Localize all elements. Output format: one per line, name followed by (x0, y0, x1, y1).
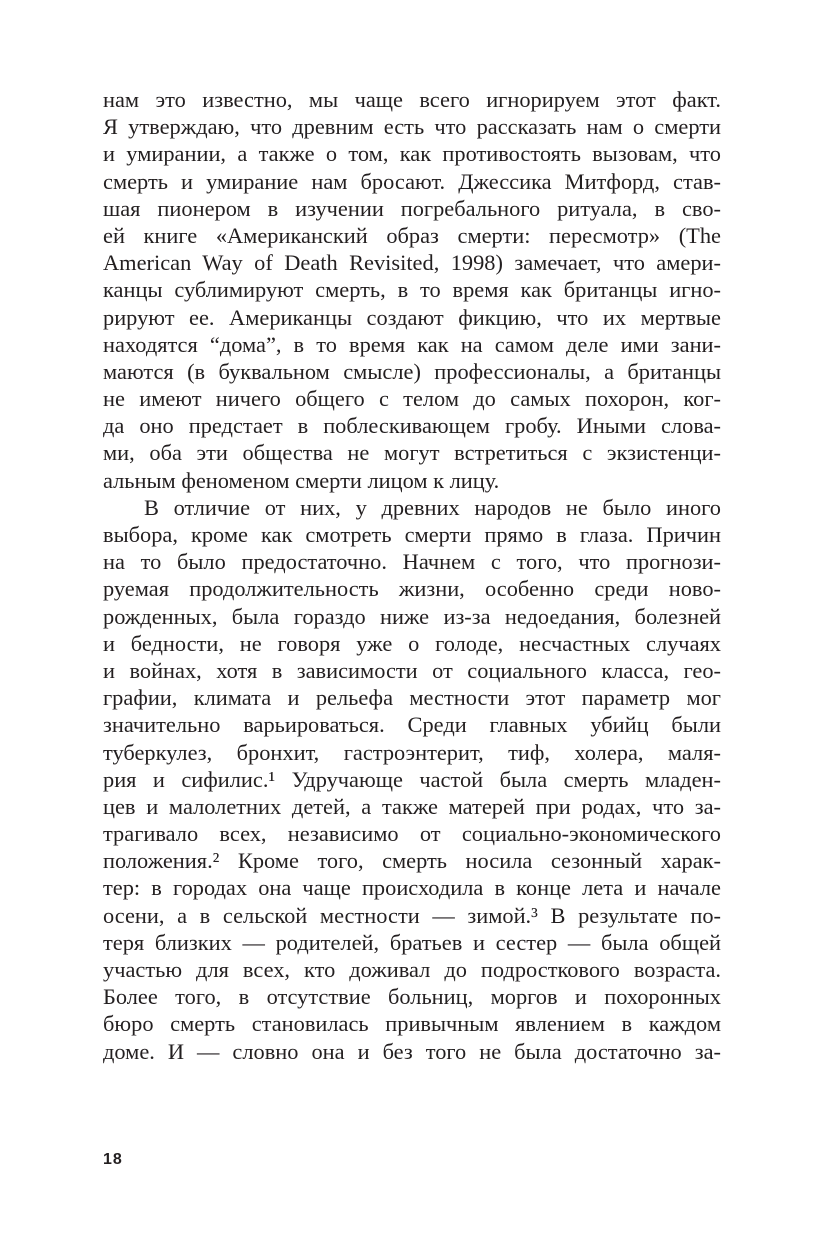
text-line: В отличие от них, у древних народов не было иного (144, 494, 721, 520)
paragraph-1 (103, 86, 721, 494)
text-line: участью для всех, кто доживал до подросткового возраста. (103, 957, 721, 982)
text-line: находятся “дома”, в то время как на самом деле ими зани- (103, 331, 721, 357)
text-line: цев и малолетних детей, а также матерей при родах, что за- (103, 793, 721, 819)
text-line: и бедности, не говоря уже о голоде, несчастных случаях (103, 630, 721, 656)
text-line: рожденных, была гораздо ниже из-за недоедания, болезней (103, 603, 721, 629)
text-line: ей книге «Американский образ смерти: пересмотр» (The (103, 222, 721, 248)
text-line: и умирании, а также о том, как противостоять вызовам, что (103, 141, 721, 167)
text-line: трагивало всех, независимо от социально-экономического (103, 821, 721, 847)
text-line: Я утверждаю, что древним есть что рассказать нам о смерти (103, 114, 721, 140)
body-text (103, 86, 721, 1065)
text-line: не имеют ничего общего с телом до самых похорон, ког- (103, 386, 721, 412)
text-line: положения.² Кроме того, смерть носила сезонный харак- (103, 848, 721, 874)
text-line: выбора, кроме как смотреть смерти прямо в глаза. Причин (103, 522, 721, 547)
text-line: ми, оба эти общества не могут встретиться с экзистенци- (103, 440, 721, 466)
text-line: теря близких — родителей, братьев и сестер — была общей (103, 929, 721, 955)
text-line: тер: в городах она чаще происходила в конце лета и начале (103, 875, 721, 901)
text-line: маются (в буквальном смысле) профессионалы, а британцы (103, 358, 721, 384)
text-line: на то было предостаточно. Начнем с того, что прогнози- (103, 549, 721, 575)
text-line: осени, а в сельской местности — зимой.³ В результате по- (103, 902, 721, 928)
text-line: рия и сифилис.¹ Удручающе частой была смерть младен- (103, 766, 721, 792)
text-line: графии, климата и рельефа местности этот параметр мог (103, 685, 721, 711)
text-line: шая пионером в изучении погребального ритуала, в сво- (103, 195, 721, 221)
text-line: рируют ее. Американцы создают фикцию, что их мертвые (103, 304, 721, 330)
text-line: туберкулез, бронхит, гастроэнтерит, тиф, холера, маля- (103, 739, 721, 765)
text-line: руемая продолжительность жизни, особенно среди ново- (103, 576, 721, 602)
text-line: значительно варьироваться. Среди главных убийц были (103, 712, 721, 738)
text-line: бюро смерть становилась привычным явлением в каждом (103, 1011, 721, 1037)
paragraph-2 (103, 494, 721, 1065)
text-line: American Way of Death Revisited, 1998) замечает, что амери- (103, 250, 721, 276)
text-line: альным феноменом смерти лицом к лицу. (103, 467, 500, 493)
text-line: и войнах, хотя в зависимости от социального класса, гео- (103, 657, 721, 683)
text-line: доме. И — словно она и без того не была достаточно за- (103, 1038, 721, 1064)
page-number: 18 (103, 1151, 123, 1168)
text-line: канцы сублимируют смерть, в то время как британцы игно- (103, 277, 721, 303)
text-line: смерть и умирание нам бросают. Джессика Митфорд, став- (103, 168, 721, 194)
text-line: да оно предстает в поблескивающем гробу. Иными слова- (103, 413, 721, 439)
text-line: Более того, в отсутствие больниц, моргов и похоронных (103, 984, 721, 1010)
text-line: нам это известно, мы чаще всего игнорируем этот факт. (103, 87, 721, 112)
